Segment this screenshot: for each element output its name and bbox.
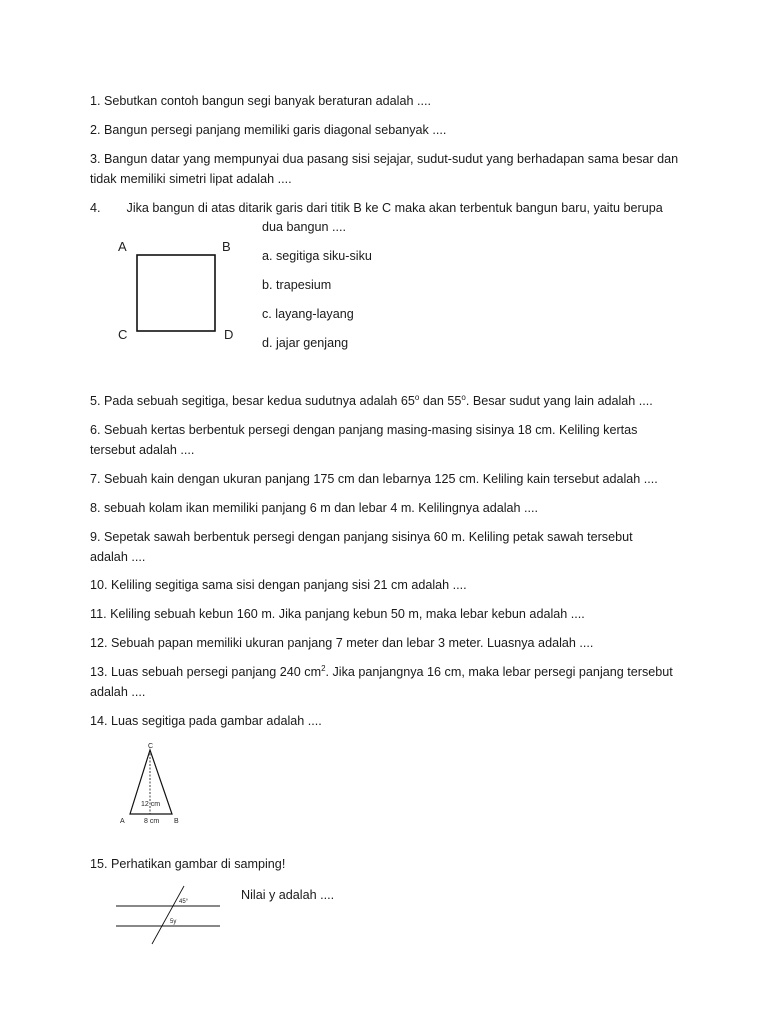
triangle-base-label: 8 cm bbox=[144, 818, 160, 825]
question-9-line-2: adalah .... bbox=[90, 549, 146, 564]
angle-label-5y: 5y bbox=[170, 919, 177, 925]
parallel-lines-figure bbox=[112, 882, 224, 948]
question-3-line-2: tidak memiliki simetri lipat adalah .... bbox=[90, 171, 292, 186]
question-5-part-1: 5. Pada sebuah segitiga, besar kedua sudutnya adalah 65 bbox=[90, 394, 415, 408]
question-9 bbox=[90, 528, 690, 567]
degree-symbol: o bbox=[414, 392, 420, 402]
question-2: 2. Bangun persegi panjang memiliki garis diagonal sebanyak .... bbox=[90, 123, 447, 137]
question-5 bbox=[90, 392, 690, 412]
triangle-height-label: 12 cm bbox=[141, 801, 161, 808]
transversal-line bbox=[152, 886, 184, 944]
question-10: 10. Keliling segitiga sama sisi dengan panjang sisi 21 cm adalah .... bbox=[90, 578, 467, 592]
question-4-line-1 bbox=[90, 199, 690, 219]
triangle-figure bbox=[112, 738, 192, 830]
question-1: 1. Sebutkan contoh bangun segi banyak beraturan adalah .... bbox=[90, 94, 431, 108]
option-b: b. trapesium bbox=[262, 278, 332, 292]
question-15: 15. Perhatikan gambar di samping! bbox=[90, 857, 286, 871]
superscript-2: 2 bbox=[321, 663, 326, 673]
question-13 bbox=[90, 663, 690, 702]
label-c: C bbox=[118, 327, 128, 342]
question-13-part-2: . Jika panjangnya 16 cm, maka lebar persegi panjang tersebut bbox=[325, 665, 673, 679]
degree-symbol: o bbox=[461, 392, 466, 402]
question-4-text: Jika bangun di atas ditarik garis dari titik B ke C maka akan terbentuk bangun baru, yaitu berupa bbox=[126, 201, 663, 215]
question-13-line-1 bbox=[90, 663, 690, 683]
label-a: A bbox=[118, 239, 127, 254]
question-5-part-3: . Besar sudut yang lain adalah .... bbox=[465, 394, 653, 408]
question-6-line-1: 6. Sebuah kertas berbentuk persegi dengan panjang masing-masing sisinya 18 cm. Keliling kertas bbox=[90, 423, 638, 437]
question-7: 7. Sebuah kain dengan ukuran panjang 175 cm dan lebarnya 125 cm. Keliling kain tersebut adalah .... bbox=[90, 472, 658, 486]
question-4-number: 4. bbox=[90, 201, 101, 215]
question-3-line-1: 3. Bangun datar yang mempunyai dua pasang sisi sejajar, sudut-sudut yang berhadapan sama besar dan bbox=[90, 152, 679, 166]
square-shape bbox=[137, 255, 215, 331]
question-13-line-2: adalah .... bbox=[90, 684, 146, 699]
question-11: 11. Keliling sebuah kebun 160 m. Jika panjang kebun 50 m, maka lebar kebun adalah .... bbox=[90, 607, 585, 621]
question-12: 12. Sebuah papan memiliki ukuran panjang 7 meter dan lebar 3 meter. Luasnya adalah .... bbox=[90, 636, 594, 650]
triangle-label-b: B bbox=[174, 818, 179, 825]
square-figure bbox=[110, 235, 250, 345]
question-5-part-2: dan 55 bbox=[419, 394, 462, 408]
question-6 bbox=[90, 421, 690, 460]
option-a: a. segitiga siku-siku bbox=[262, 249, 372, 263]
question-9-line-1: 9. Sepetak sawah berbentuk persegi dengan panjang sisinya 60 m. Keliling petak sawah tersebut bbox=[90, 530, 633, 544]
question-14: 14. Luas segitiga pada gambar adalah .... bbox=[90, 714, 322, 728]
angle-label-45: 45° bbox=[179, 899, 189, 905]
triangle-label-a: A bbox=[120, 818, 125, 825]
question-3 bbox=[90, 150, 690, 189]
label-b: B bbox=[222, 239, 231, 254]
label-d: D bbox=[224, 327, 234, 342]
question-13-part-1: 13. Luas sebuah persegi panjang 240 cm bbox=[90, 665, 322, 679]
question-6-line-2: tersebut adalah .... bbox=[90, 442, 195, 457]
option-c: c. layang-layang bbox=[262, 307, 354, 321]
triangle-label-c: C bbox=[148, 743, 154, 750]
question-15-side-text: Nilai y adalah .... bbox=[241, 888, 335, 902]
question-4-line-2: dua bangun .... bbox=[262, 220, 347, 234]
question-8: 8. sebuah kolam ikan memiliki panjang 6 m dan lebar 4 m. Kelilingnya adalah .... bbox=[90, 501, 539, 515]
option-d: d. jajar genjang bbox=[262, 336, 349, 350]
